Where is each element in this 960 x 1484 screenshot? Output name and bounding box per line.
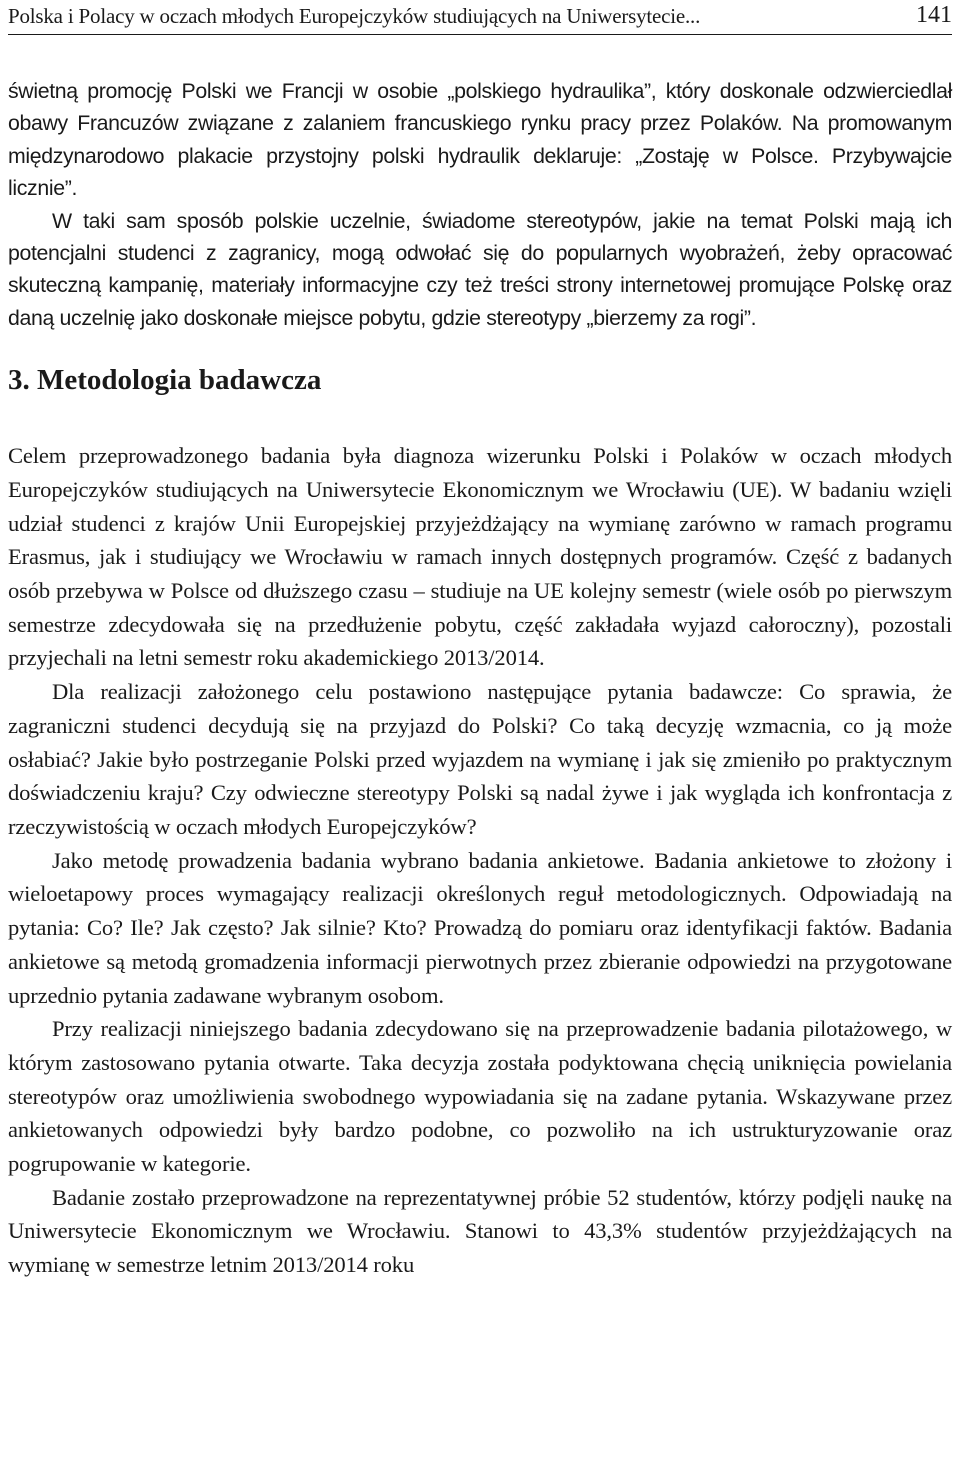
intro-text — [8, 75, 952, 334]
intro-paragraph: świetną promocję Polski we Francji w osobie „polskiego hydraulika”, który doskonale odzwierciedlał obawy Francuzów związane z zalaniem francuskiego rynku pracy przez Polaków. Na promowanym międzynarodowo plakacie przystojny polski hydraulik deklaruje: „Zostaję w Polsce. Przybywajcie licznie”. — [8, 79, 952, 201]
document-page — [8, 0, 952, 1282]
running-title: Polska i Polacy w oczach młodych Europejczyków studiujących na Uniwersytecie... — [8, 4, 701, 28]
section-body — [8, 439, 952, 1282]
section-heading: 3. Metodologia badawcza — [8, 364, 322, 397]
body-paragraph: Celem przeprowadzonego badania była diagnoza wizerunku Polski i Polaków w oczach młodych Europejczyków studiujących na Uniwersytecie Ekonomicznym we Wrocławiu (UE). W badaniu wzięli udział studenci z krajów Unii Europejskiej przyjeżdżający na wymianę zarówno w ramach programu Erasmus, jak i studiujący we Wrocławiu w ramach innych dostępnych programów. Część z badanych osób przebywa w Polsce od dłuższego czasu – studiuje na UE kolejny semestr (wiele osób po pierwszym semestrze zdecydowała się na przedłużenie pobytu, część zakładała wyjazd całoroczny), pozostali przyjechali na letni semestr roku akademickiego 2013/2014. — [8, 443, 952, 671]
intro-paragraph: W taki sam sposób polskie uczelnie, świadome stereotypów, jakie na temat Polski mają ich potencjalni studenci z zagranicy, mogą odwołać się do popularnych wyobrażeń, żeby opracować skuteczną kampanię, materiały informacyjne czy też treści strony internetowej promujące Polskę oraz daną uczelnię jako doskonałe miejsce pobytu, gdzie stereotypy „bierzemy za rogi”. — [8, 208, 952, 330]
body-paragraph: Dla realizacji założonego celu postawiono następujące pytania badawcze: Co sprawia, że zagraniczni studenci decydują się na przyjazd do Polski? Co taką decyzję wzmacnia, co ją może osłabiać? Jakie było postrzeganie Polski przed wyjazdem na wymianę i jak się zmieniło po praktycznym doświadczeniu kraju? Czy odwieczne stereotypy Polski są nadal żywe i jak wygląda ich konfrontacja z rzeczywistością w oczach młodych Europejczyków? — [8, 679, 952, 839]
running-header — [8, 0, 952, 35]
body-paragraph: Przy realizacji niniejszego badania zdecydowano się na przeprowadzenie badania pilotażowego, w którym zastosowano pytania otwarte. Taka decyzja została podyktowana chęcią uniknięcia powielania stereotypów oraz umożliwienia swobodnego wypowiadania się na zadane pytania. Wskazywane przez ankietowanych odpowiedzi były bardzo podobne, co pozwoliło na ich ustrukturyzowanie oraz pogrupowanie w kategorie. — [8, 1016, 952, 1177]
page-number: 141 — [916, 2, 952, 28]
body-paragraph: Badanie zostało przeprowadzone na reprezentatywnej próbie 52 studentów, którzy podjęli naukę na Uniwersytecie Ekonomicznym we Wrocławiu. Stanowi to 43,3% studentów przyjeżdżających na wymianę w semestrze letnim 2013/2014 roku — [8, 1184, 952, 1278]
body-paragraph: Jako metodę prowadzenia badania wybrano badania ankietowe. Badania ankietowe to złożony i wieloetapowy proces wymagający realizacji określonych reguł metodologicznych. Odpowiadają na pytania: Co? Ile? Jak często? Jak silnie? Kto? Prowadzą do pomiaru oraz identyfikacji faktów. Badania ankietowe są metodą gromadzenia informacji pierwotnych przez zbieranie odpowiedzi na przygotowane uprzednio pytania zadawane wybranym osobom. — [8, 847, 952, 1008]
